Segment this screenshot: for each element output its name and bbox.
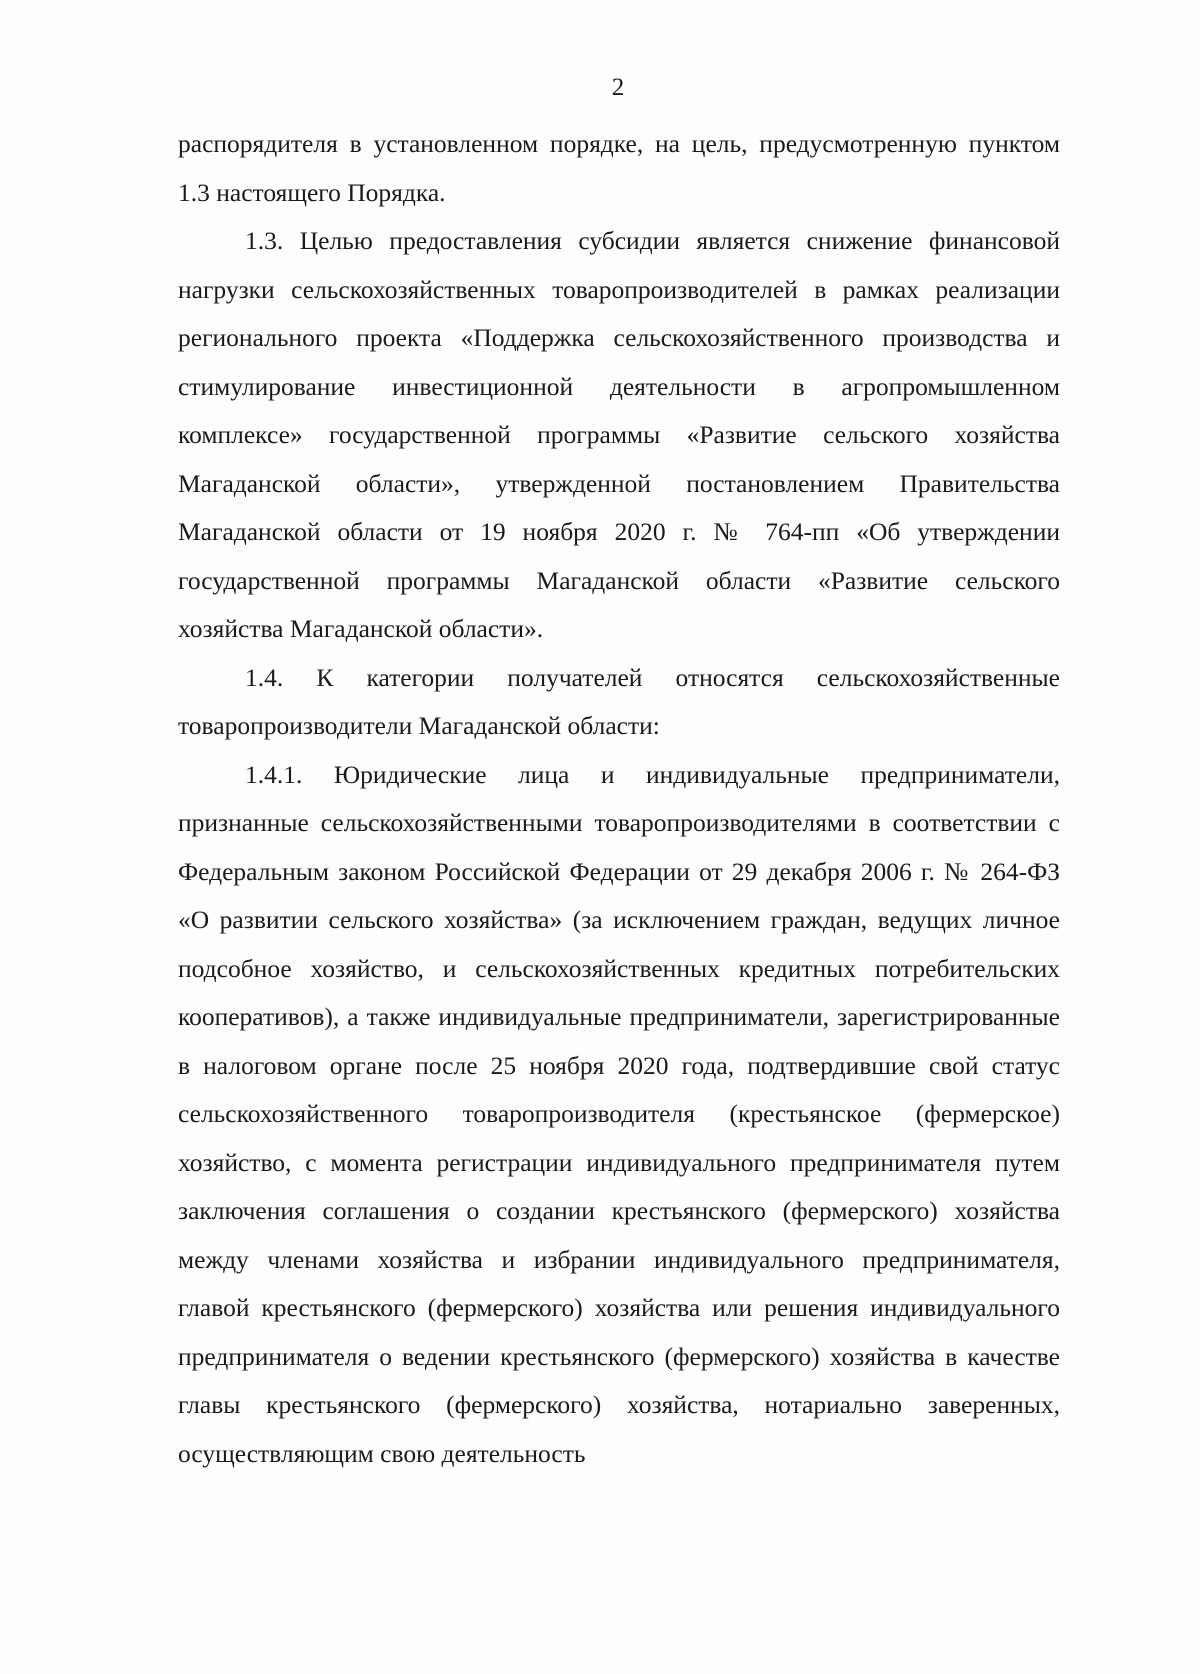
page-number: 2 xyxy=(611,74,625,101)
paragraph-1-4: 1.4. К категории получателей относятся сельскохозяйственные товаропроизводители Магаданской области: xyxy=(178,662,1060,740)
paragraph-1-4-1: 1.4.1. Юридические лица и индивидуальные предприниматели, признанные сельскохозяйственными товаропроизводителями в соответствии с Федеральным законом Российской Федерации от 29 декабря 2006 г. № 264-ФЗ «О развитии сельского хозяйства» (за исключением граждан, ведущих личное подсобное хозяйство, и сельскохозяйственных кредитных потребительских кооперативов), а также индивидуальные предприниматели, зарегистрированные в налоговом органе после 25 ноября 2020 года, подтвердившие свой статус сельскохозяйственного товаропроизводителя (крестьянское (фермерское) хозяйство, с момента регистрации индивидуального предпринимателя путем заключения соглашения о создании крестьянского (фермерского) хозяйства между членами хозяйства и избрании индивидуального предпринимателя, главой крестьянского (фермерского) хозяйства или решения индивидуального предпринимателя о ведении крестьянского (фермерского) хозяйства в качестве главы крестьянского (фермерского) хозяйства, нотариально заверенных, осуществляющим свою деятельность xyxy=(178,759,1060,1468)
paragraph-continuation: распорядителя в установленном порядке, на цель, предусмотренную пунктом 1.3 настоящего Порядка. xyxy=(178,129,1060,207)
paragraph-1-3: 1.3. Целью предоставления субсидии является снижение финансовой нагрузки сельскохозяйственных товаропроизводителей в рамках реализации регионального проекта «Поддержка сельскохозяйственного производства и стимулирование инвестиционной деятельности в агропромышленном комплексе» государственной программы «Развитие сельского хозяйства Магаданской области», утвержденной постановлением Правительства Магаданской области от 19 ноября 2020 г. № 764-пп «Об утверждении государственной программы Магаданской области «Развитие сельского хозяйства Магаданской области». xyxy=(178,226,1060,643)
document-body xyxy=(178,120,1060,1478)
